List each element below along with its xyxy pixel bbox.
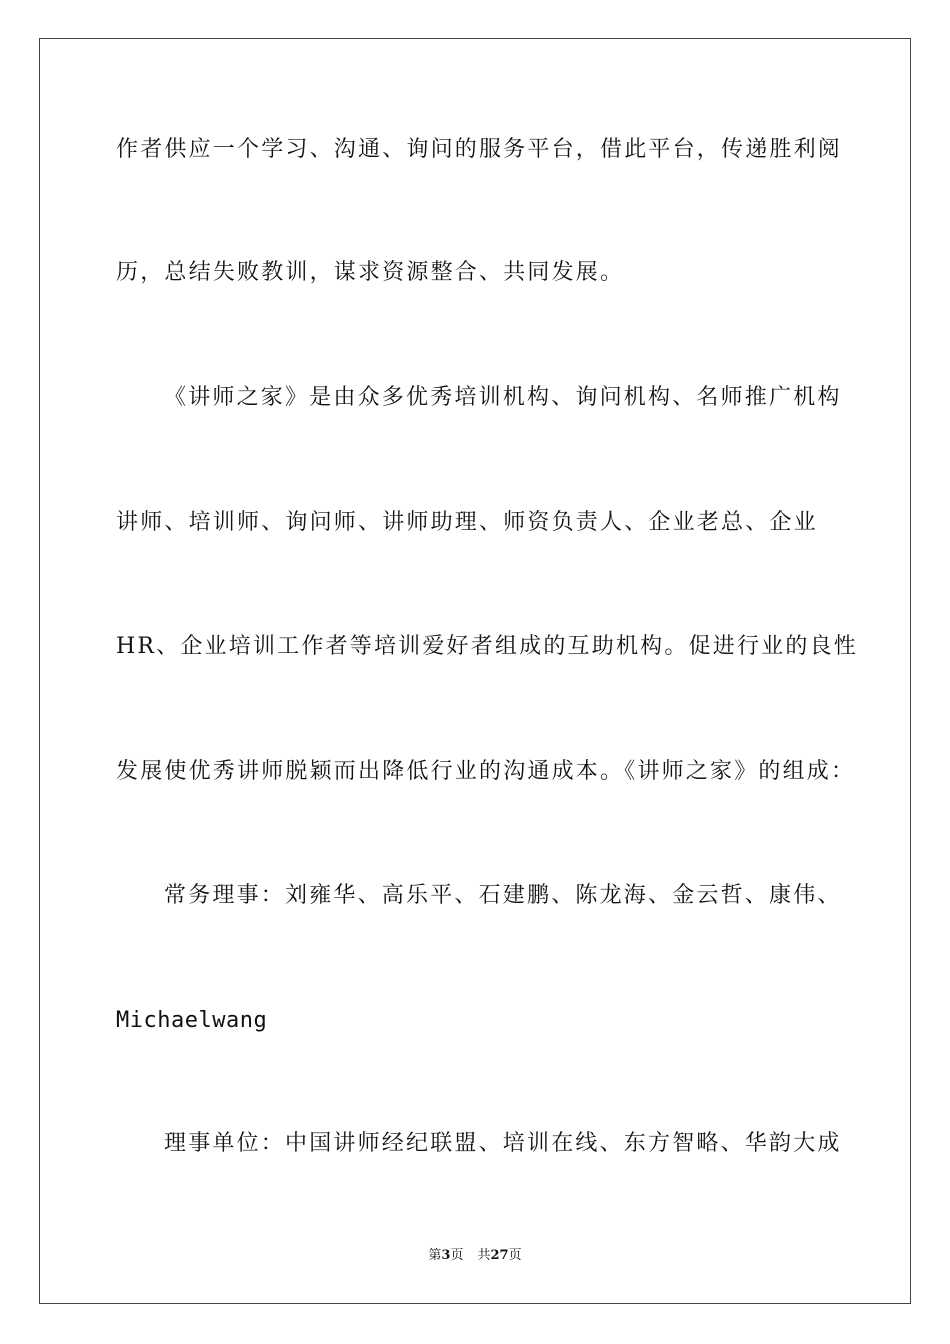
footer-total-prefix: 共 — [477, 1248, 491, 1263]
paragraph-line-1: 作者供应一个学习、沟通、询问的服务平台，借此平台，传递胜利阅 — [116, 137, 843, 162]
paragraph-line-6: 发展使优秀讲师脱颖而出降低行业的沟通成本。《讲师之家》的组成： — [116, 759, 856, 784]
paragraph-line-3: 《讲师之家》是由众多优秀培训机构、询问机构、名师推广机构 — [164, 385, 842, 410]
paragraph-line-9: 理事单位：中国讲师经纪联盟、培训在线、东方智略、华韵大成 — [164, 1131, 842, 1156]
footer-page-number: 3 — [441, 1248, 451, 1263]
paragraph-line-8: Michaelwang — [116, 1008, 268, 1033]
paragraph-line-2: 历，总结失败教训，谋求资源整合、共同发展。 — [116, 260, 625, 285]
footer-page-prefix: 第 — [428, 1248, 442, 1263]
paragraph-line-5: HR、企业培训工作者等培训爱好者组成的互助机构。促进行业的良性 — [116, 634, 858, 659]
paragraph-line-7: 常务理事：刘雍华、高乐平、石建鹏、陈龙海、金云哲、康伟、 — [164, 883, 842, 908]
footer-total-suffix: 页 — [508, 1248, 522, 1263]
page-footer — [0, 1248, 950, 1264]
paragraph-line-4: 讲师、培训师、询问师、讲师助理、师资负责人、企业老总、企业 — [116, 510, 818, 535]
page-border — [39, 38, 911, 1304]
footer-page-suffix: 页 — [450, 1248, 464, 1263]
footer-total-pages: 27 — [490, 1248, 509, 1263]
